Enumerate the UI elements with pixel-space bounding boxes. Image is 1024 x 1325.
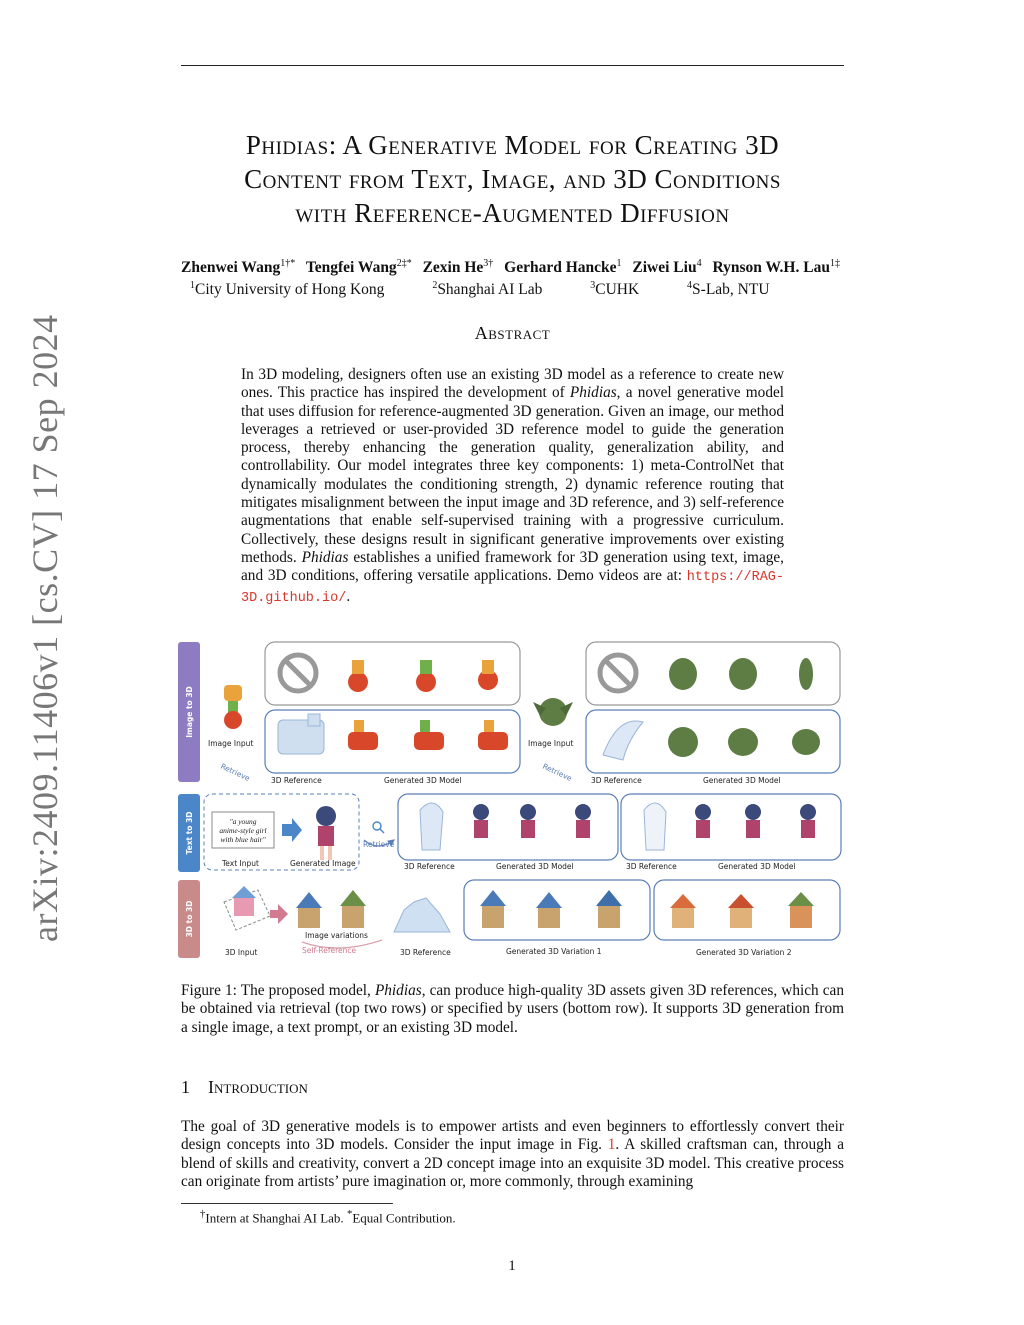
row-label-text: 3D to 3D (185, 900, 194, 938)
prohibited-icon (280, 655, 316, 691)
abstract-body: In 3D modeling, designers often use an existing 3D model as a reference to create new ones. This practice has inspired the development of Phidias, a novel generative model that uses diffusion for reference-augmented 3D generation. Given an image, our method leverages a retrieved or user-provided 3D reference model to guide the generation process, thereby enhancing the generation quality, generalization ability, and controllability. Our model integrates three key components: 1) meta-ControlNet that dynamically modulates the conditioning strength, 2) dynamic reference routing that mitigates misalignment between the input image and 3D reference, and 3) self-reference augmentations that enable self-supervised training with a progressive curriculum. Collectively, these designs result in significant generative improvements over existing methods. Phidias establishes a unified framework for 3D generation using text, image, and 3D conditions, offering versatile applications. Demo videos are at: https://RAG-3D.github.io/. (241, 366, 785, 606)
image-variation (296, 892, 322, 928)
arxiv-stamp: arXiv:2409.11406v1 [cs.CV] 17 Sep 2024 (25, 314, 65, 942)
gen-label: Generated 3D Model (718, 862, 796, 871)
gen-image-label: Generated Image (290, 859, 356, 868)
image-variations-label: Image variations (305, 931, 368, 940)
paper-title (181, 128, 844, 230)
variation1-label: Generated 3D Variation 1 (506, 947, 602, 956)
figure-1 (178, 640, 844, 960)
title-line-2: Content from Text, Image, and 3D Conditions (244, 164, 781, 194)
gen-label: Generated 3D Model (384, 776, 462, 785)
3d-reference-dragon (603, 721, 643, 760)
monster-input-image (533, 698, 573, 726)
section-heading: 1 Introduction (181, 1077, 308, 1097)
ref-label: 3D Reference (404, 862, 455, 871)
prohibited-icon (600, 655, 636, 691)
prompt-line-1: "a young (229, 817, 257, 826)
3d-input-house (224, 886, 270, 930)
generated-toy (348, 720, 378, 750)
footnote-rule (181, 1203, 393, 1204)
author: Zhenwei Wang$^{1\dagger*}$ (181, 258, 296, 277)
affiliation: $^3$CUHK (590, 280, 640, 299)
self-reference-label: Self-Reference (302, 946, 357, 955)
top-rule (181, 65, 844, 66)
image-variation (340, 890, 366, 928)
author: Zexin $He^{3\dagger}$ (422, 258, 494, 277)
generated-girl (520, 804, 536, 838)
ref-label: 3D Reference (626, 862, 677, 871)
gen-label: Generated 3D Model (496, 862, 574, 871)
3d-input-label: 3D Input (225, 948, 258, 957)
generated-toy (348, 660, 368, 692)
generated-girl (575, 804, 591, 838)
3d-reference-house (394, 898, 450, 932)
author: Rynson W.H. Lau$^{1\ddagger}$ (712, 258, 840, 277)
author: Ziwei Liu$^4$ (632, 258, 702, 277)
footnote: †Intern at Shanghai AI Lab. *Equal Contribution. (200, 1208, 456, 1226)
abstract-heading: Abstract (474, 323, 551, 343)
generated-girl (695, 804, 711, 838)
intro-paragraph: The goal of 3D generative models is to empower artists and even beginners to effortlessly convert their design concepts into 3D models. Consider the input image in Fig. 1. A skilled craftsman can, through a blend of skills and creativity, convert a 2D concept image into an exquisite 3D model. This creative process can originate from artists’ pure imagination or, more commonly, through examining (181, 1118, 844, 1190)
arrow-icon (282, 818, 302, 842)
author: Gerhard Hancke$^1$ (504, 258, 622, 277)
generated-girl (745, 804, 761, 838)
generated-toy (478, 720, 508, 750)
affiliation: $^2$Shanghai AI Lab (432, 280, 543, 299)
generated-monster (728, 728, 758, 756)
variation2-label: Generated 3D Variation 2 (696, 948, 792, 957)
title-line-3: with Reference-Augmented Diffusion (295, 198, 730, 228)
generated-toy (478, 660, 498, 690)
image-input-label: Image Input (528, 739, 574, 748)
text-input-label: Text Input (222, 859, 259, 868)
prompt-line-3: with blue hair" (220, 835, 266, 844)
generated-monster (729, 658, 757, 690)
generated-monster (669, 658, 697, 690)
generated-toy (416, 660, 436, 692)
generated-toy (414, 720, 444, 750)
ref-label: 3D Reference (591, 776, 642, 785)
generated-house (670, 894, 696, 928)
row-label-text: Image to 3D (185, 686, 194, 738)
gen-label: Generated 3D Model (703, 776, 781, 785)
figure-ref-link[interactable]: 1 (607, 1136, 616, 1154)
figure-caption: Figure 1: The proposed model, Phidias, can produce high-quality 3D assets given 3D references, which can be obtained via retrieval (top two rows) or specified by users (bottom row). It supports 3D generation from a single image, a text prompt, or an existing 3D model. (181, 982, 844, 1036)
affiliation: $^4$S-Lab, NTU (687, 280, 770, 299)
author: Tengfei Wang$^{2\ddagger*}$ (305, 258, 412, 277)
generated-girl (473, 804, 489, 838)
generated-monster (668, 727, 698, 757)
retrieve-label: Retrieve (541, 761, 574, 784)
ref-label: 3D Reference (271, 776, 322, 785)
toy-input-image (224, 685, 242, 729)
affiliation: $^1$City University of Hong Kong (190, 280, 385, 299)
generated-monster (799, 658, 813, 690)
author-list (181, 258, 921, 277)
generated-house (536, 892, 562, 928)
generated-house (480, 890, 506, 928)
retrieve-label: Retrieve (363, 840, 395, 849)
3d-reference-girl (420, 803, 443, 850)
prompt-line-2: anime-style girl (219, 826, 267, 835)
generated-monster (792, 729, 820, 755)
row-label-text: Text to 3D (185, 811, 194, 855)
generated-house (788, 892, 814, 928)
page-number: 1 (508, 1258, 516, 1274)
affiliations (190, 280, 814, 299)
retrieve-label: Retrieve (219, 761, 252, 784)
generated-girl (800, 804, 816, 838)
anime-girl-image (316, 806, 336, 860)
3d-reference-train (278, 714, 324, 754)
generated-house (596, 890, 622, 928)
ref-label: 3D Reference (400, 948, 451, 957)
generated-house (728, 894, 754, 928)
search-icon (373, 822, 384, 833)
title-line-1: Phidias: A Generative Model for Creating 3D (245, 130, 780, 160)
arrow-icon (270, 904, 288, 924)
demo-link[interactable]: https://RAG-3D.github.io/ (241, 570, 784, 606)
3d-reference-girl (644, 803, 666, 850)
image-input-label: Image Input (208, 739, 254, 748)
